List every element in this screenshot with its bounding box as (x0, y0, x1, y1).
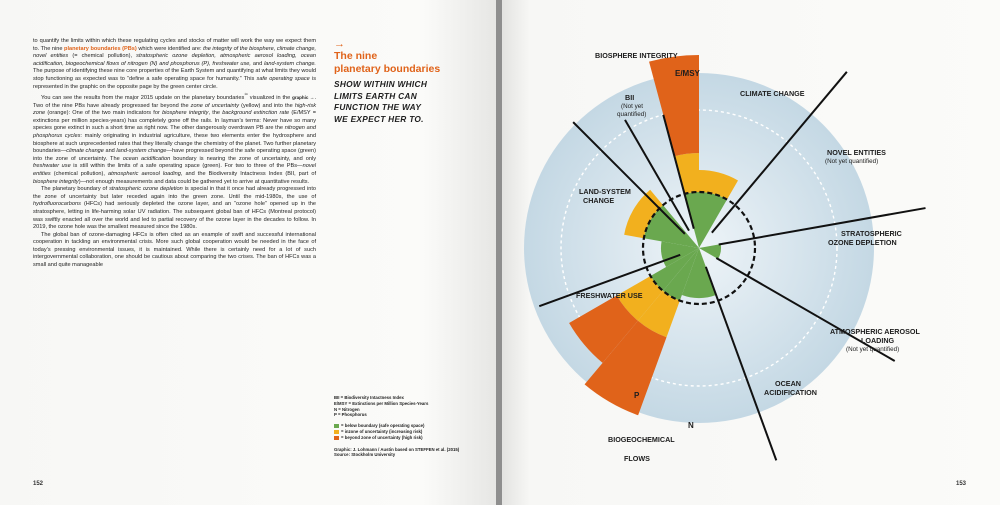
text-run: background extinction rate (222, 110, 290, 117)
text-run: You can see the results from the major 2015 update on the planetary boundaries (41, 95, 245, 102)
credit-line: Source: Stockholm University (334, 452, 396, 458)
label-p: P (634, 391, 640, 400)
label-biosphere-integrity: BIOSPHERE INTEGRITY (595, 51, 678, 60)
legend-abbreviation: BII = Biodiversity Intactness Index (334, 395, 404, 400)
text-run: . Two of the nine PBs have already progressed far beyond the (33, 95, 316, 109)
text-run: atmospheric aerosol loading (107, 170, 181, 177)
sidebar-title (334, 50, 454, 76)
text-run: safe operating space (256, 75, 310, 82)
label-land-system: LAND-SYSTEM (579, 187, 631, 196)
text-run: hydrofluorocarbons (33, 201, 81, 208)
text-run: the integrity of the biosphere, climate change, novel entities (33, 45, 317, 60)
text-run: stratospheric ozone depletion, atmospheric aerosol loading, ocean acidification, biogeochemical flows of nitrogen (N) and phosphorus (P), freshwater use, (33, 53, 316, 67)
planetary-boundaries-chart (500, 0, 1000, 505)
label-aerosol: ATMOSPHERIC AEROSOL (830, 327, 920, 336)
sidebar-subtitle-line: FUNCTION THE WAY (334, 102, 422, 112)
text-run: : mainly originating in industrial agriculture, these two elements enter the hydrosphere and biosphere at such unprecedented rates that they literally change the chemistry of the planet. Two further planetary boundaries— (33, 132, 316, 155)
label-ocean: OCEAN (775, 379, 801, 388)
text-run: biosphere integrity (162, 110, 209, 117)
text-run: climate change (66, 148, 104, 155)
text-run: The global ban of ozone-damaging HFCs is often cited as an example of swift and successful international cooperation in tackling an environmental crisis. More such global cooperation would be needed in the face of today’s pressing environmental issues, it is maintained. While there is certainly need for a lot of such intergovernmental collaboration, one should be cautious about comparing the two crises. The ban of HFCs was a small and quite manageable (33, 231, 316, 269)
text-run: (chemical pollution), (50, 170, 108, 177)
body-paragraph (33, 232, 316, 270)
legend-row-high-risk (334, 435, 494, 441)
text-run: The planetary boundary of (41, 186, 110, 193)
credit-line: Graphic: J. Lohmann / Austin based on STEFFEN et al. (2015) (334, 446, 460, 452)
text-run: )—not enough measurements and data could be gathered yet to arrive at quantitative results. (78, 178, 310, 185)
text-run: (E/MSY = extinctions per million species-years) has completely gone off the rails. In layman’s terms: Never have so many species gone extinct in such a short time as right now. The other dangerously overdrawn PB are the (33, 110, 316, 132)
text-run: (yellow) and into the (239, 102, 295, 109)
sidebar-subtitle-line: SHOW WITHIN WHICH (334, 79, 428, 89)
body-text (33, 38, 316, 270)
body-paragraph (33, 186, 316, 232)
legend-abbreviation: E/MSY = Extinctions per Million Species-Years (334, 400, 429, 406)
legend-swatch-high-risk (334, 436, 339, 440)
text-run: —have progressed beyond the safe operating space (green) into the zone of uncertainty. The (33, 148, 316, 162)
label-biogeochemical: BIOGEOCHEMICAL (608, 435, 675, 444)
text-run: , the (208, 110, 223, 117)
label-climate-change: CLIMATE CHANGE (740, 89, 805, 98)
sidebar-callout (334, 38, 454, 125)
text-run: is still within the limits of a safe operating space (green). For two to three of the PBs— (70, 163, 303, 170)
label-ozone: STRATOSPHERIC (841, 229, 902, 238)
text-run: which were identified are: (136, 45, 204, 52)
page-number-right: 153 (956, 481, 967, 487)
graphic-credit (334, 447, 494, 459)
legend-swatch-uncertain (334, 430, 339, 434)
label-n: N (688, 421, 694, 430)
chart-legend (334, 395, 494, 458)
page-number-left: 152 (33, 481, 44, 487)
label-ocean: ACIDIFICATION (764, 388, 817, 397)
label-ozone: OZONE DEPLETION (828, 238, 897, 247)
text-run: stratospheric ozone depletion (109, 186, 183, 193)
text-run: (HFCs) had seriously depleted the ozone layer, and an “ozone hole” opened up in the stratosphere, letting in life-harming solar UV radiation. The subsequent global ban of HFCs (Montreal protocol) was swiftly enacted all over the world and led to partial recovery of the ozone layer in the decades to follow. In 2019, the ozone hole was the smallest measured since the 1980s. (33, 201, 316, 231)
label-aerosol: LOADING (861, 336, 895, 345)
legend-label: = inzone of uncertainty (increasing risk) (341, 428, 423, 434)
text-run: is special in that it once had already progressed into the zone of uncertainty but later receded again into the green zone. Until the mid-1980s, the use of (33, 186, 317, 200)
label-freshwater: FRESHWATER USE (576, 291, 643, 300)
legend-abbreviation: N = Nitrogen (334, 406, 360, 412)
text-run: (= chemical pollution), (68, 53, 137, 60)
sidebar-subtitle (334, 79, 454, 125)
text-run: nitrogen and phosphorus cycles (33, 125, 316, 139)
text-run: (orange): One of the two main indicators for (45, 110, 163, 117)
text-run: and (250, 60, 265, 67)
legend-swatch-safe (334, 424, 339, 428)
text-run: The purpose of identifying these nine core properties of the Earth System and quantifying at what limits they would stop functioning as expected was to “define a safe operating space for humanity.” This (33, 68, 316, 82)
sidebar-title-line: planetary boundaries (334, 63, 441, 75)
label-land-system: CHANGE (583, 196, 615, 205)
text-run: and (103, 148, 117, 155)
text-run: high-risk zone (33, 102, 317, 117)
legend-label: = below boundary (safe operating space) (341, 423, 425, 429)
label-biogeochemical: FLOWS (624, 454, 650, 463)
legend-label: = beyond zone of uncertainty (high risk) (341, 434, 423, 440)
text-run: ¹⁹ (244, 92, 248, 98)
arrow-icon: → (334, 38, 345, 50)
text-run: to quantify the limits within which these regulating cycles and stocks of matter will work the way we expect them to. The nine (33, 38, 316, 52)
text-run: ocean acidification (122, 155, 171, 162)
text-run: planetary boundaries (PBs) (64, 45, 137, 52)
sidebar-title-line: The nine (334, 50, 378, 62)
label-bii-note: (Not yet (621, 103, 644, 110)
label-emsy: E/MSY (675, 69, 700, 78)
label-bii-note: quantified) (617, 111, 647, 118)
text-run: freshwater use (33, 163, 71, 170)
text-run: land-system change. (264, 60, 316, 67)
text-run: graphic → (292, 95, 315, 101)
text-run: zone of uncertainty (190, 102, 240, 109)
label-aerosol-note: (Not yet quantified) (846, 346, 900, 353)
sidebar-subtitle-line: WE EXPECT HER TO. (334, 113, 424, 124)
text-run: novel entities (33, 163, 317, 177)
body-paragraph (33, 38, 316, 91)
legend-abbreviation: P = Phosphorus (334, 412, 367, 418)
text-run: boundary is nearing the zone of uncertainty, and only (170, 155, 316, 162)
text-run: biosphere integrity (33, 178, 79, 185)
label-bii: BII (625, 93, 635, 102)
text-run: is represented in the graphic on the opposite page by the green center circle. (33, 75, 317, 90)
text-run: visualized in the (247, 95, 293, 102)
label-novel-note: (Not yet quantified) (825, 158, 879, 165)
text-run: , and the Biodiversity Intactness Index (BII, part of (180, 170, 317, 177)
body-paragraph (33, 91, 316, 186)
text-run: land-system change (116, 148, 167, 155)
label-novel-entities: NOVEL ENTITIES (827, 148, 886, 157)
sidebar-subtitle-line: LIMITS EARTH CAN (334, 90, 418, 101)
